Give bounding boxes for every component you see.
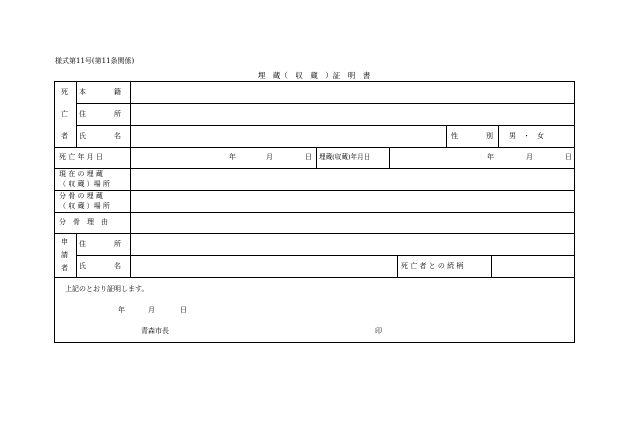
applicant-name-field[interactable] bbox=[131, 256, 396, 277]
death-date-day: 日 bbox=[305, 153, 312, 161]
deceased-label-char-3: 者 bbox=[61, 132, 68, 140]
deceased-name-field[interactable] bbox=[131, 126, 445, 147]
burial-date-year: 年 bbox=[487, 153, 494, 161]
deceased-label-char-1: 死 bbox=[61, 88, 68, 96]
certification-day: 日 bbox=[180, 306, 187, 314]
burial-date-month: 月 bbox=[526, 153, 533, 161]
certification-month: 月 bbox=[148, 306, 155, 314]
deceased-label-char-2: 亡 bbox=[61, 110, 68, 118]
split-reason-field[interactable] bbox=[131, 213, 574, 233]
deceased-name-label: 氏 名 bbox=[79, 132, 121, 140]
applicant-address-label: 住 所 bbox=[79, 240, 121, 248]
seal-mark: 印 bbox=[375, 327, 382, 335]
death-date-label: 死 亡 年 月 日 bbox=[59, 153, 103, 161]
applicant-label-char-2: 請 bbox=[61, 251, 68, 259]
split-reason-label: 分 骨 理 由 bbox=[59, 218, 108, 226]
form-title: 埋 蔵（ 収 蔵 ）証 明 書 bbox=[257, 71, 371, 80]
split-place-field[interactable] bbox=[131, 191, 574, 212]
honseki-label: 本 籍 bbox=[79, 88, 121, 96]
current-place-label-line1: 現 在 の 埋 蔵 bbox=[59, 170, 103, 178]
death-date-month: 月 bbox=[266, 153, 273, 161]
certification-statement: 上記のとおり証明します。 bbox=[65, 285, 149, 293]
deceased-address-label: 住 所 bbox=[79, 110, 121, 118]
split-place-label-line2: （ 収 蔵 ）場 所 bbox=[59, 202, 110, 210]
applicant-label-char-3: 者 bbox=[61, 264, 68, 272]
burial-date-label: 埋蔵(収蔵)年月日 bbox=[319, 153, 371, 161]
applicant-name-label: 氏 名 bbox=[79, 262, 121, 270]
sex-label: 性 別 bbox=[451, 132, 493, 140]
certification-official: 青森市長 bbox=[141, 327, 169, 335]
deceased-address-field[interactable] bbox=[131, 104, 574, 125]
form-number: 様式第11号(第11条関係) bbox=[55, 57, 135, 65]
burial-date-day: 日 bbox=[565, 153, 572, 161]
current-place-label-line2: （ 収 蔵 ）場 所 bbox=[59, 180, 110, 188]
applicant-label-char-1: 申 bbox=[61, 238, 68, 246]
applicant-address-field[interactable] bbox=[131, 234, 574, 255]
relation-field[interactable] bbox=[492, 256, 574, 277]
honseki-field[interactable] bbox=[131, 82, 574, 103]
sex-value[interactable]: 男 ・ 女 bbox=[509, 132, 544, 140]
current-place-field[interactable] bbox=[131, 169, 574, 190]
certification-year: 年 bbox=[118, 306, 125, 314]
relation-label: 死 亡 者 と の 続 柄 bbox=[401, 262, 464, 270]
death-date-year: 年 bbox=[229, 153, 236, 161]
split-place-label-line1: 分 骨 の 埋 蔵 bbox=[59, 192, 103, 200]
